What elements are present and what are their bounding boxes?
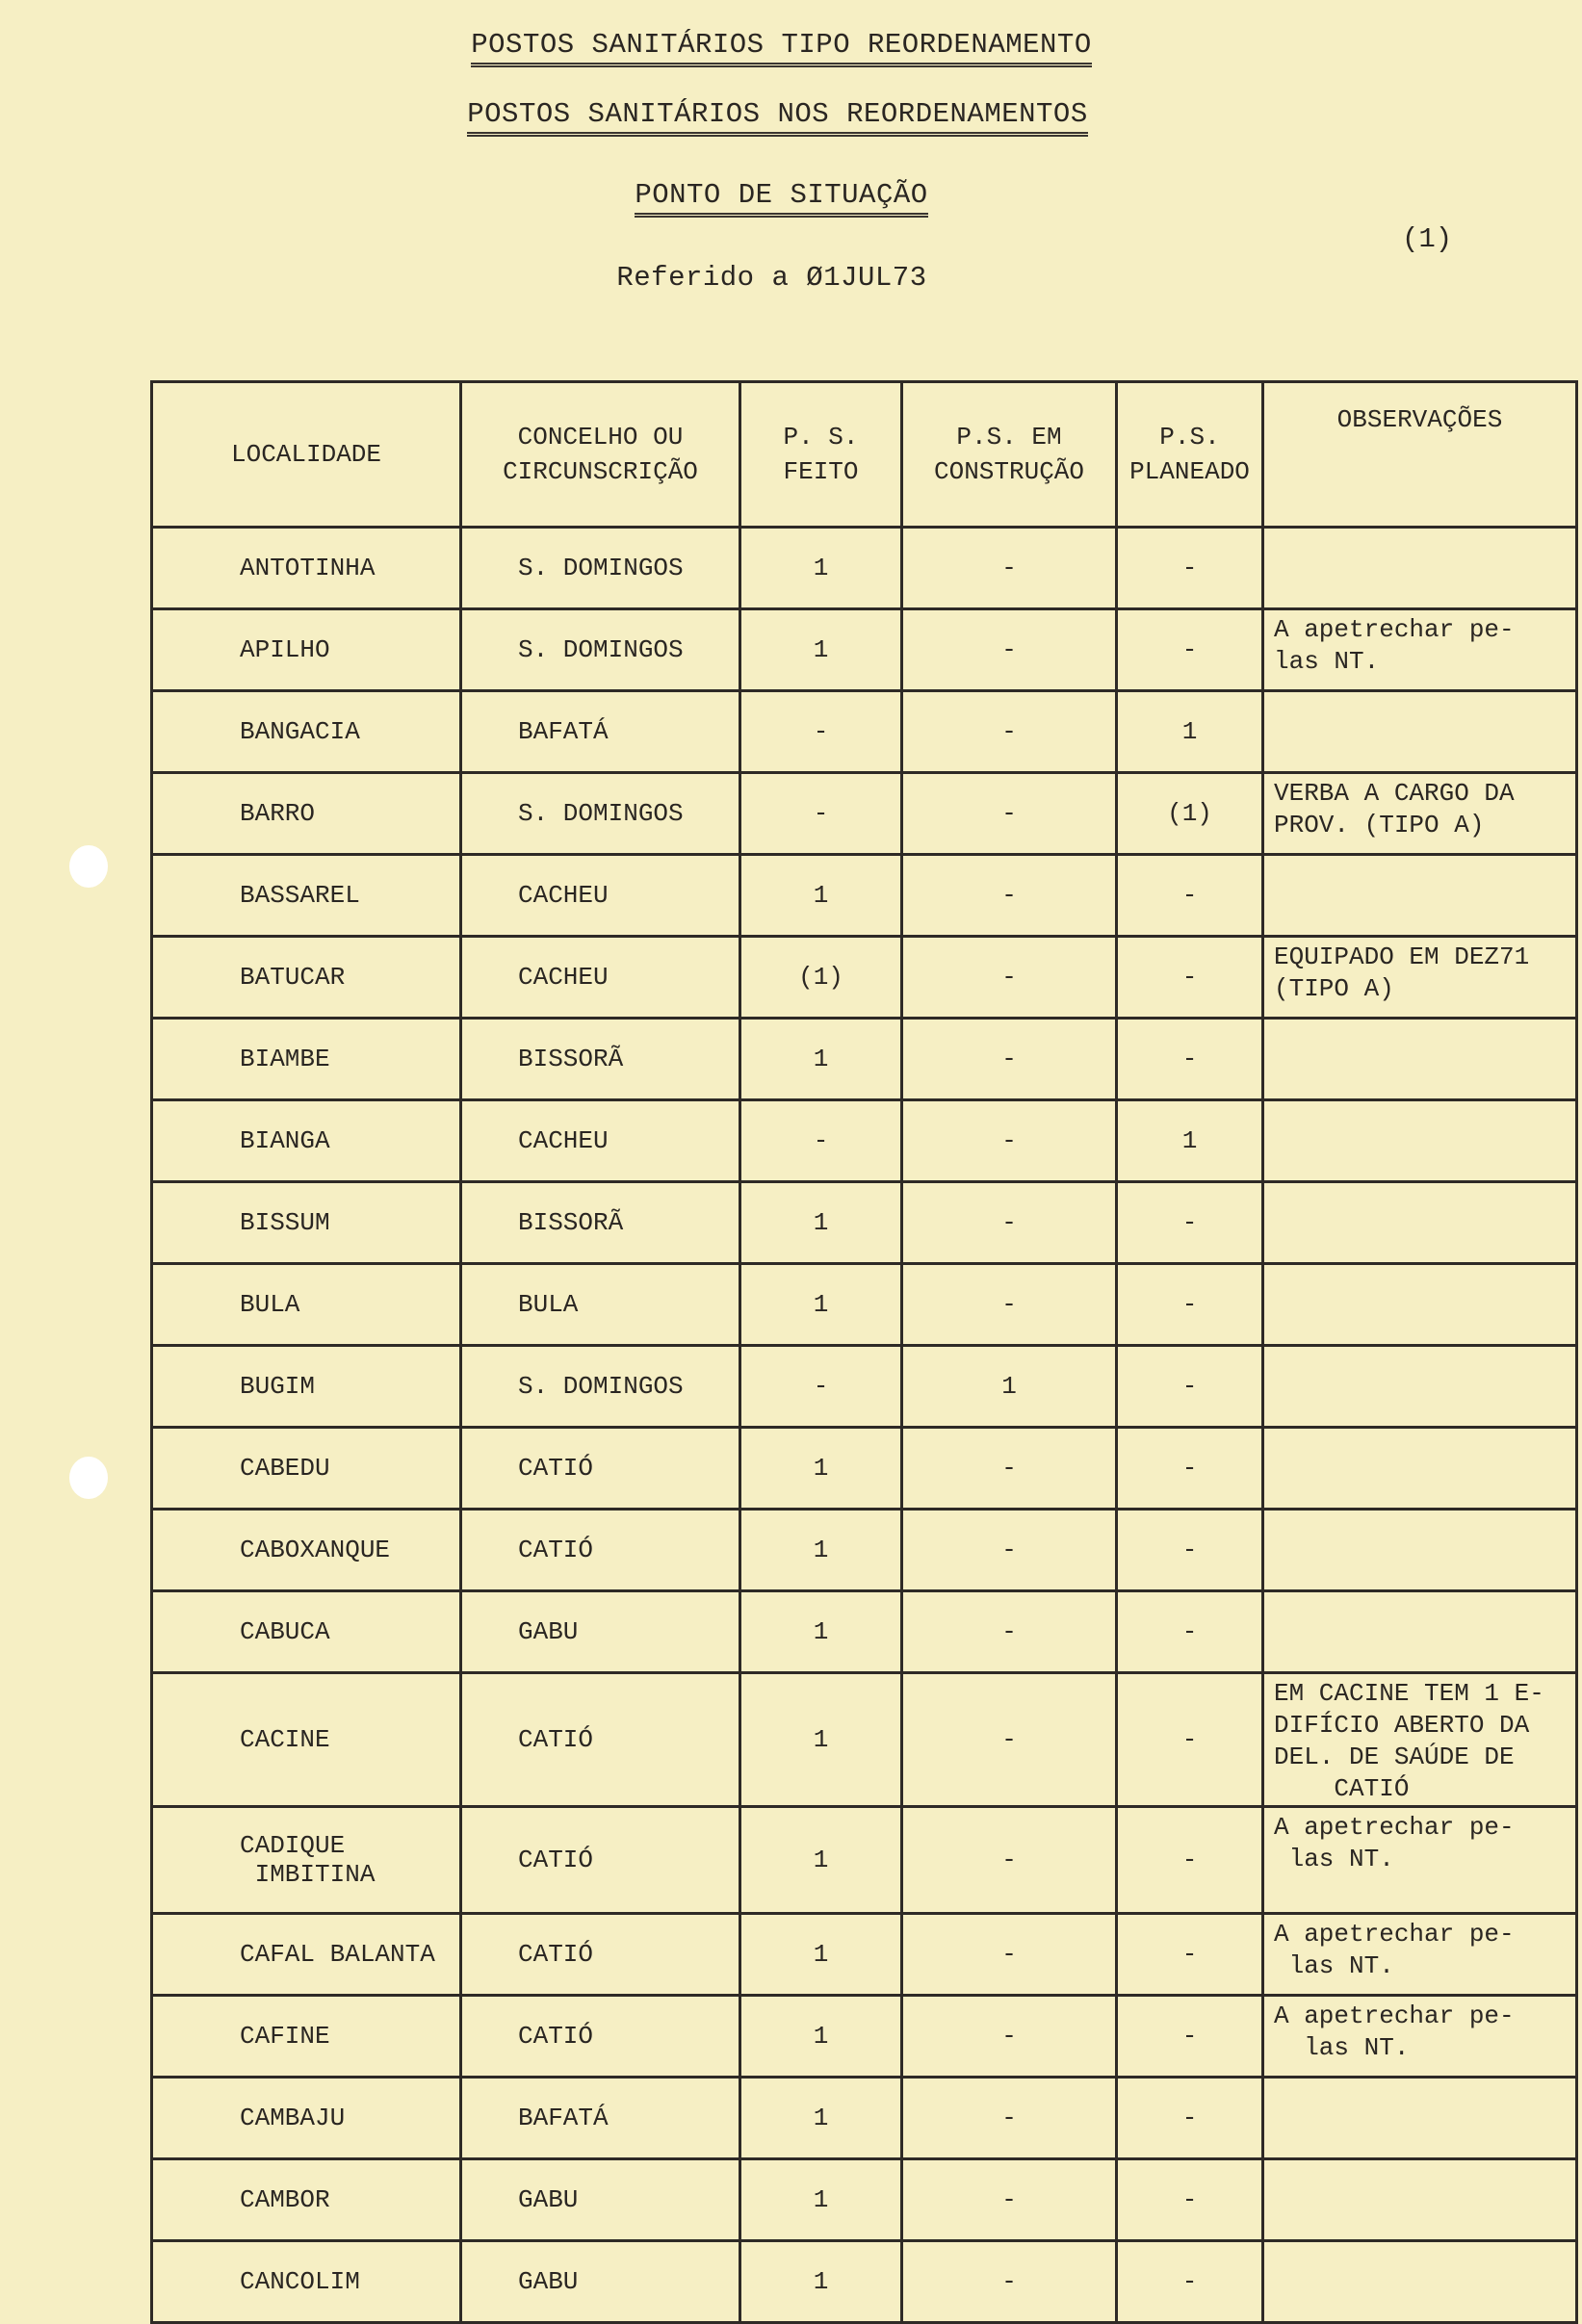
cell-feito: 1 [740,1807,902,1914]
cell-feito: - [740,1100,902,1182]
table-row [152,937,1577,1019]
document-subtitle [0,98,1569,137]
cell-construcao: - [902,1019,1117,1100]
col-planeado: P.S. PLANEADO [1117,382,1263,528]
cell-construcao: - [902,1996,1117,2078]
cell-concelho: CATIÓ [461,1510,740,1591]
table-row [152,773,1577,855]
cell-localidade: BIANGA [152,1100,461,1182]
table-row [152,1591,1577,1673]
col-observacoes: OBSERVAÇÕES [1263,382,1577,528]
cell-obs [1263,2159,1577,2241]
cell-feito: 1 [740,1182,902,1264]
cell-localidade: BULA [152,1264,461,1346]
table-row [152,1100,1577,1182]
cell-localidade: BUGIM [152,1346,461,1428]
cell-obs [1263,1428,1577,1510]
cell-concelho: BULA [461,1264,740,1346]
table-row [152,2159,1577,2241]
cell-concelho: S. DOMINGOS [461,773,740,855]
cell-planeado: - [1117,528,1263,609]
cell-planeado: - [1117,855,1263,937]
cell-localidade: CAFAL BALANTA [152,1914,461,1996]
cell-concelho: BISSORÃ [461,1019,740,1100]
table-row [152,1807,1577,1914]
cell-feito: 1 [740,1914,902,1996]
cell-construcao: - [902,528,1117,609]
cell-obs [1263,855,1577,937]
cell-localidade: BANGACIA [152,691,461,773]
cell-planeado: (1) [1117,773,1263,855]
table-row [152,691,1577,773]
table-header-row [152,382,1577,528]
cell-construcao: - [902,2159,1117,2241]
cell-localidade: CABOXANQUE [152,1510,461,1591]
cell-feito: 1 [740,1428,902,1510]
table-body [152,528,1577,2323]
cell-localidade: ANTOTINHA [152,528,461,609]
cell-localidade: CACINE [152,1673,461,1807]
cell-construcao: - [902,855,1117,937]
cell-planeado: - [1117,1914,1263,1996]
cell-construcao: - [902,1673,1117,1807]
col-construcao: P.S. EM CONSTRUÇÃO [902,382,1117,528]
cell-feito: 1 [740,1510,902,1591]
cell-concelho: GABU [461,2159,740,2241]
cell-construcao: - [902,1182,1117,1264]
cell-construcao: 1 [902,1346,1117,1428]
cell-concelho: CATIÓ [461,1807,740,1914]
cell-concelho: S. DOMINGOS [461,528,740,609]
cell-concelho: BAFATÁ [461,691,740,773]
cell-concelho: GABU [461,2241,740,2323]
cell-localidade: CADIQUE IMBITINA [152,1807,461,1914]
table-row [152,1428,1577,1510]
cell-obs: EQUIPADO EM DEZ71 (TIPO A) [1263,937,1577,1019]
cell-obs [1263,691,1577,773]
cell-concelho: CACHEU [461,937,740,1019]
cell-obs [1263,1182,1577,1264]
cell-planeado: - [1117,1510,1263,1591]
cell-feito: 1 [740,1019,902,1100]
cell-construcao: - [902,937,1117,1019]
cell-planeado: - [1117,1264,1263,1346]
cell-planeado: - [1117,2159,1263,2241]
cell-construcao: - [902,1591,1117,1673]
cell-feito: 1 [740,1996,902,2078]
title-text: POSTOS SANITÁRIOS TIPO REORDENAMENTO [471,29,1092,67]
cell-localidade: BATUCAR [152,937,461,1019]
col-concelho: CONCELHO OU CIRCUNSCRIÇÃO [461,382,740,528]
cell-localidade: CAFINE [152,1996,461,2078]
cell-feito: 1 [740,1673,902,1807]
cell-obs: EM CACINE TEM 1 E- DIFÍCIO ABERTO DA DEL. DE SAÚDE DE CATIÓ [1263,1673,1577,1807]
cell-planeado: - [1117,1673,1263,1807]
cell-concelho: CATIÓ [461,1428,740,1510]
cell-obs [1263,1510,1577,1591]
cell-construcao: - [902,691,1117,773]
cell-construcao: - [902,1807,1117,1914]
cell-feito: - [740,691,902,773]
table-row [152,2241,1577,2323]
cell-obs [1263,1591,1577,1673]
cell-concelho: S. DOMINGOS [461,609,740,691]
cell-feito: 1 [740,1591,902,1673]
cell-feito: 1 [740,2159,902,2241]
table-row [152,1996,1577,2078]
cell-planeado: - [1117,1807,1263,1914]
cell-planeado: - [1117,2078,1263,2159]
cell-localidade: CABUCA [152,1591,461,1673]
table-row [152,2078,1577,2159]
cell-localidade: BASSAREL [152,855,461,937]
col-feito: P. S. FEITO [740,382,902,528]
section-title-text: PONTO DE SITUAÇÃO [635,179,927,218]
cell-construcao: - [902,1914,1117,1996]
date-line: Referido a Ø1JUL73 [616,262,927,294]
document-title [0,29,1572,67]
cell-concelho: GABU [461,1591,740,1673]
col-localidade: LOCALIDADE [152,382,461,528]
cell-obs [1263,2241,1577,2323]
cell-planeado: - [1117,1182,1263,1264]
cell-obs [1263,1264,1577,1346]
table-row [152,1673,1577,1807]
cell-localidade: BISSUM [152,1182,461,1264]
cell-localidade: APILHO [152,609,461,691]
cell-localidade: CAMBAJU [152,2078,461,2159]
cell-obs [1263,1346,1577,1428]
cell-localidade: CANCOLIM [152,2241,461,2323]
subtitle-text: POSTOS SANITÁRIOS NOS REORDENAMENTOS [467,98,1088,137]
table-row [152,855,1577,937]
cell-feito: - [740,773,902,855]
cell-concelho: CATIÓ [461,1673,740,1807]
cell-concelho: S. DOMINGOS [461,1346,740,1428]
cell-planeado: - [1117,609,1263,691]
cell-concelho: CATIÓ [461,1996,740,2078]
cell-planeado: - [1117,1346,1263,1428]
cell-feito: 1 [740,855,902,937]
cell-planeado: - [1117,2241,1263,2323]
cell-concelho: CATIÓ [461,1914,740,1996]
cell-construcao: - [902,2078,1117,2159]
cell-obs [1263,2078,1577,2159]
page-number: (1) [1402,223,1453,255]
section-title [0,179,1572,218]
table-row [152,1914,1577,1996]
cell-obs: A apetrechar pe- las NT. [1263,609,1577,691]
cell-construcao: - [902,1428,1117,1510]
table-row [152,1264,1577,1346]
cell-obs [1263,1100,1577,1182]
table-row [152,1019,1577,1100]
cell-obs: VERBA A CARGO DA PROV. (TIPO A) [1263,773,1577,855]
cell-construcao: - [902,609,1117,691]
punch-hole [69,845,108,888]
cell-planeado: 1 [1117,1100,1263,1182]
cell-planeado: - [1117,1019,1263,1100]
cell-construcao: - [902,1264,1117,1346]
cell-construcao: - [902,773,1117,855]
cell-obs: A apetrechar pe- las NT. [1263,1807,1577,1914]
table-row [152,1510,1577,1591]
cell-feito: 1 [740,1264,902,1346]
cell-obs: A apetrechar pe- las NT. [1263,1914,1577,1996]
cell-localidade: BIAMBE [152,1019,461,1100]
health-posts-table [150,380,1578,2324]
cell-construcao: - [902,2241,1117,2323]
cell-concelho: BAFATÁ [461,2078,740,2159]
cell-planeado: - [1117,1428,1263,1510]
cell-planeado: - [1117,1996,1263,2078]
cell-construcao: - [902,1510,1117,1591]
table-row [152,609,1577,691]
cell-feito: 1 [740,2241,902,2323]
cell-localidade: CABEDU [152,1428,461,1510]
cell-feito: 1 [740,609,902,691]
cell-concelho: CACHEU [461,1100,740,1182]
table-row [152,1346,1577,1428]
cell-concelho: BISSORÃ [461,1182,740,1264]
cell-feito: - [740,1346,902,1428]
cell-localidade: BARRO [152,773,461,855]
cell-obs [1263,1019,1577,1100]
table-row [152,528,1577,609]
cell-construcao: - [902,1100,1117,1182]
cell-planeado: 1 [1117,691,1263,773]
cell-planeado: - [1117,1591,1263,1673]
cell-feito: 1 [740,2078,902,2159]
cell-obs [1263,528,1577,609]
cell-feito: 1 [740,528,902,609]
punch-hole [69,1457,108,1499]
table-row [152,1182,1577,1264]
cell-concelho: CACHEU [461,855,740,937]
cell-obs: A apetrechar pe- las NT. [1263,1996,1577,2078]
cell-localidade: CAMBOR [152,2159,461,2241]
cell-feito: (1) [740,937,902,1019]
cell-planeado: - [1117,937,1263,1019]
